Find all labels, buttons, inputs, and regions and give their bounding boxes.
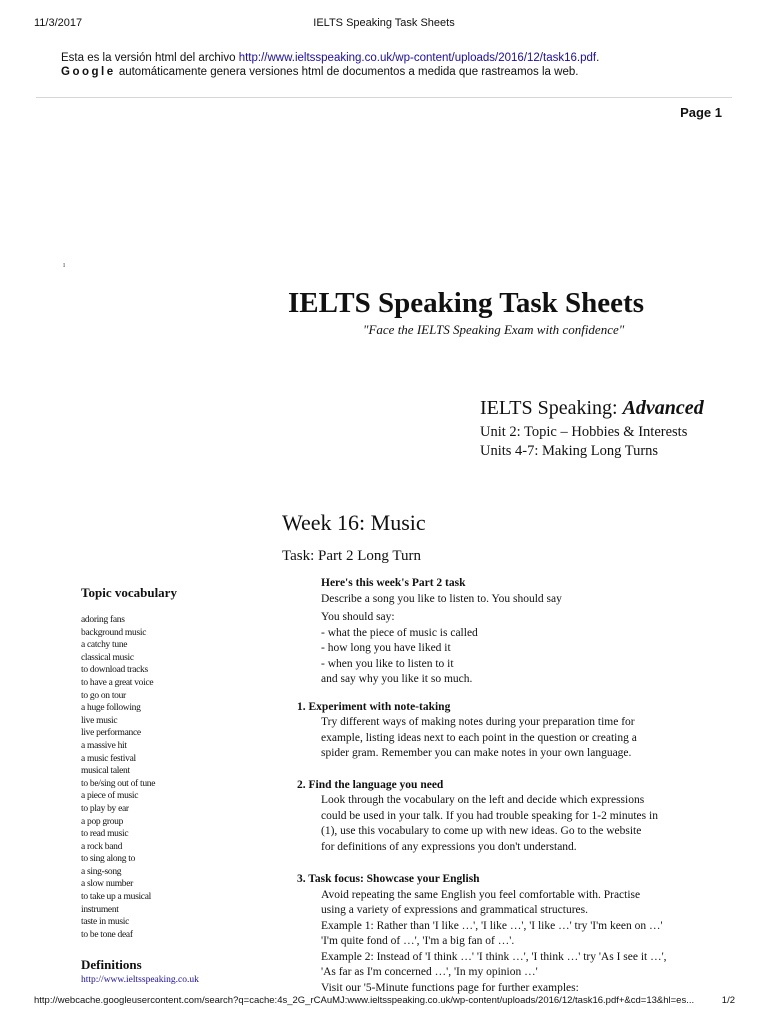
part2-bullet: - what the piece of music is called	[321, 626, 717, 642]
vocab-item: taste in music	[81, 917, 130, 928]
section-heading: 3. Task focus: Showcase your English	[297, 873, 480, 885]
vocab-item: a slow number	[81, 879, 134, 890]
section-heading: 1. Experiment with note-taking	[297, 700, 451, 713]
week-heading: Week 16: Music	[282, 510, 426, 535]
section-line: 'I'm quite fond of …', 'I'm a big fan of …'.	[321, 935, 515, 947]
section-line: Try different ways of making notes during your preparation time for	[321, 716, 635, 728]
section-note-taking	[297, 700, 717, 762]
cache-notice-suffix: .	[596, 52, 600, 64]
vocab-item: background music	[81, 627, 147, 638]
print-footer-url: http://webcache.googleusercontent.com/search?q=cache:4s_2G_rCAuMJ:www.ieltsspeaking.co.uk/wp-content/uploads/2016/12/task16.pdf+&cd=13&hl=es...	[34, 995, 695, 1006]
unit-line: Unit 2: Topic – Hobbies & Interests	[480, 424, 688, 440]
vocab-item: a rock band	[81, 841, 123, 852]
section-find-language	[297, 778, 717, 856]
vocab-item: to be/sing out of tune	[81, 778, 156, 789]
section-line: Example 1: Rather than 'I like …', 'I like …', 'I like …' try 'I'm keen on …'	[321, 919, 663, 932]
vocab-item: a music festival	[81, 753, 136, 764]
vocab-item: to download tracks	[81, 665, 148, 676]
part2-should-say: You should say:	[321, 611, 395, 623]
part2-intro: Describe a song you like to listen to. You should say	[321, 592, 562, 605]
section-line: spider gram. Remember you can make notes in your own language.	[321, 747, 632, 759]
vocab-item: classical music	[81, 652, 134, 663]
notice-divider	[36, 97, 732, 98]
level-prefix: IELTS Speaking:	[480, 397, 623, 419]
definitions-heading: Definitions	[81, 957, 142, 972]
document-title: IELTS Speaking Task Sheets	[288, 287, 644, 319]
section-heading: 2. Find the language you need	[297, 778, 444, 791]
cache-notice-rest: automáticamente genera versiones html de documentos a medida que rastreamos la web.	[115, 66, 579, 78]
print-date: 11/3/2017	[34, 17, 83, 29]
vocabulary-heading: Topic vocabulary	[81, 585, 177, 600]
vocabulary-list	[81, 614, 231, 941]
vocab-item: a catchy tune	[81, 640, 128, 651]
level-value: Advanced	[622, 397, 704, 419]
source-pdf-link[interactable]: http://www.ieltsspeaking.co.uk/wp-content/uploads/2016/12/task16.pdf	[238, 52, 597, 64]
section-line: Example 2: Instead of 'I think …' 'I think …', 'I think …' try 'As I see it …',	[321, 950, 667, 963]
section-line: Visit our '5-Minute functions page for further examples:	[321, 981, 579, 994]
cache-notice-line-1	[61, 51, 599, 65]
level-heading	[480, 397, 704, 420]
section-line: Look through the vocabulary on the left and decide which expressions	[321, 794, 645, 806]
document-subtitle: "Face the IELTS Speaking Exam with confidence"	[363, 322, 625, 337]
print-page-title: IELTS Speaking Task Sheets	[313, 17, 455, 29]
section-line: (1), use this vocabulary to come up with new ideas. Go to the website	[321, 825, 642, 837]
section-line: Avoid repeating the same English you feel comfortable with. Practise	[321, 888, 641, 901]
part2-bullet: - when you like to listen to it	[321, 657, 717, 673]
cache-notice	[61, 51, 599, 79]
topic-vocabulary-panel	[81, 585, 231, 941]
vocab-item: a sing-song	[81, 866, 122, 877]
task-content	[297, 576, 717, 996]
vocab-item: to take up a musical	[81, 892, 151, 903]
cache-notice-line-2	[61, 65, 599, 79]
vocab-item: to sing along to	[81, 854, 136, 865]
task-heading: Task: Part 2 Long Turn	[282, 548, 421, 564]
stray-mark: ı	[63, 260, 66, 269]
definitions-link[interactable]: http://www.ieltsspeaking.co.uk	[81, 975, 199, 985]
vocab-item: a piece of music	[81, 791, 139, 802]
vocab-item: a pop group	[81, 816, 124, 827]
cache-notice-prefix: Esta es la versión html del archivo	[61, 52, 239, 64]
vocab-item: live music	[81, 715, 118, 726]
part2-heading: Here's this week's Part 2 task	[321, 577, 466, 589]
page-number-label: Page 1	[680, 105, 722, 120]
google-wordmark: Google	[61, 66, 116, 78]
vocab-item: to have a great voice	[81, 677, 154, 688]
vocab-item: to read music	[81, 829, 129, 840]
print-footer-page: 1/2	[721, 995, 735, 1006]
vocab-item: to be tone deaf	[81, 929, 133, 940]
section-task-focus	[297, 872, 717, 996]
vocab-item: a huge following	[81, 703, 141, 714]
vocab-item: adoring fans	[81, 615, 125, 625]
vocab-item: to play by ear	[81, 803, 129, 814]
section-line: 'As far as I'm concerned …', 'In my opinion …'	[321, 966, 538, 978]
vocab-item: to go on tour	[81, 690, 126, 701]
section-line: using a variety of expressions and grammatical structures.	[321, 904, 588, 916]
part2-bullet: - how long you have liked it	[321, 641, 717, 657]
vocab-item: a massive hit	[81, 740, 127, 751]
section-line: example, listing ideas next to each point in the question or creating a	[321, 731, 637, 744]
part2-closing: and say why you like it so much.	[321, 673, 473, 685]
section-line: for definitions of any expressions you don't understand.	[321, 840, 577, 853]
section-line: could be used in your talk. If you had trouble speaking for 1-2 minutes in	[321, 809, 658, 822]
unit-line: Units 4-7: Making Long Turns	[480, 443, 659, 459]
vocab-item: live performance	[81, 728, 141, 739]
vocab-item: instrument	[81, 904, 119, 915]
vocab-item: musical talent	[81, 766, 130, 777]
